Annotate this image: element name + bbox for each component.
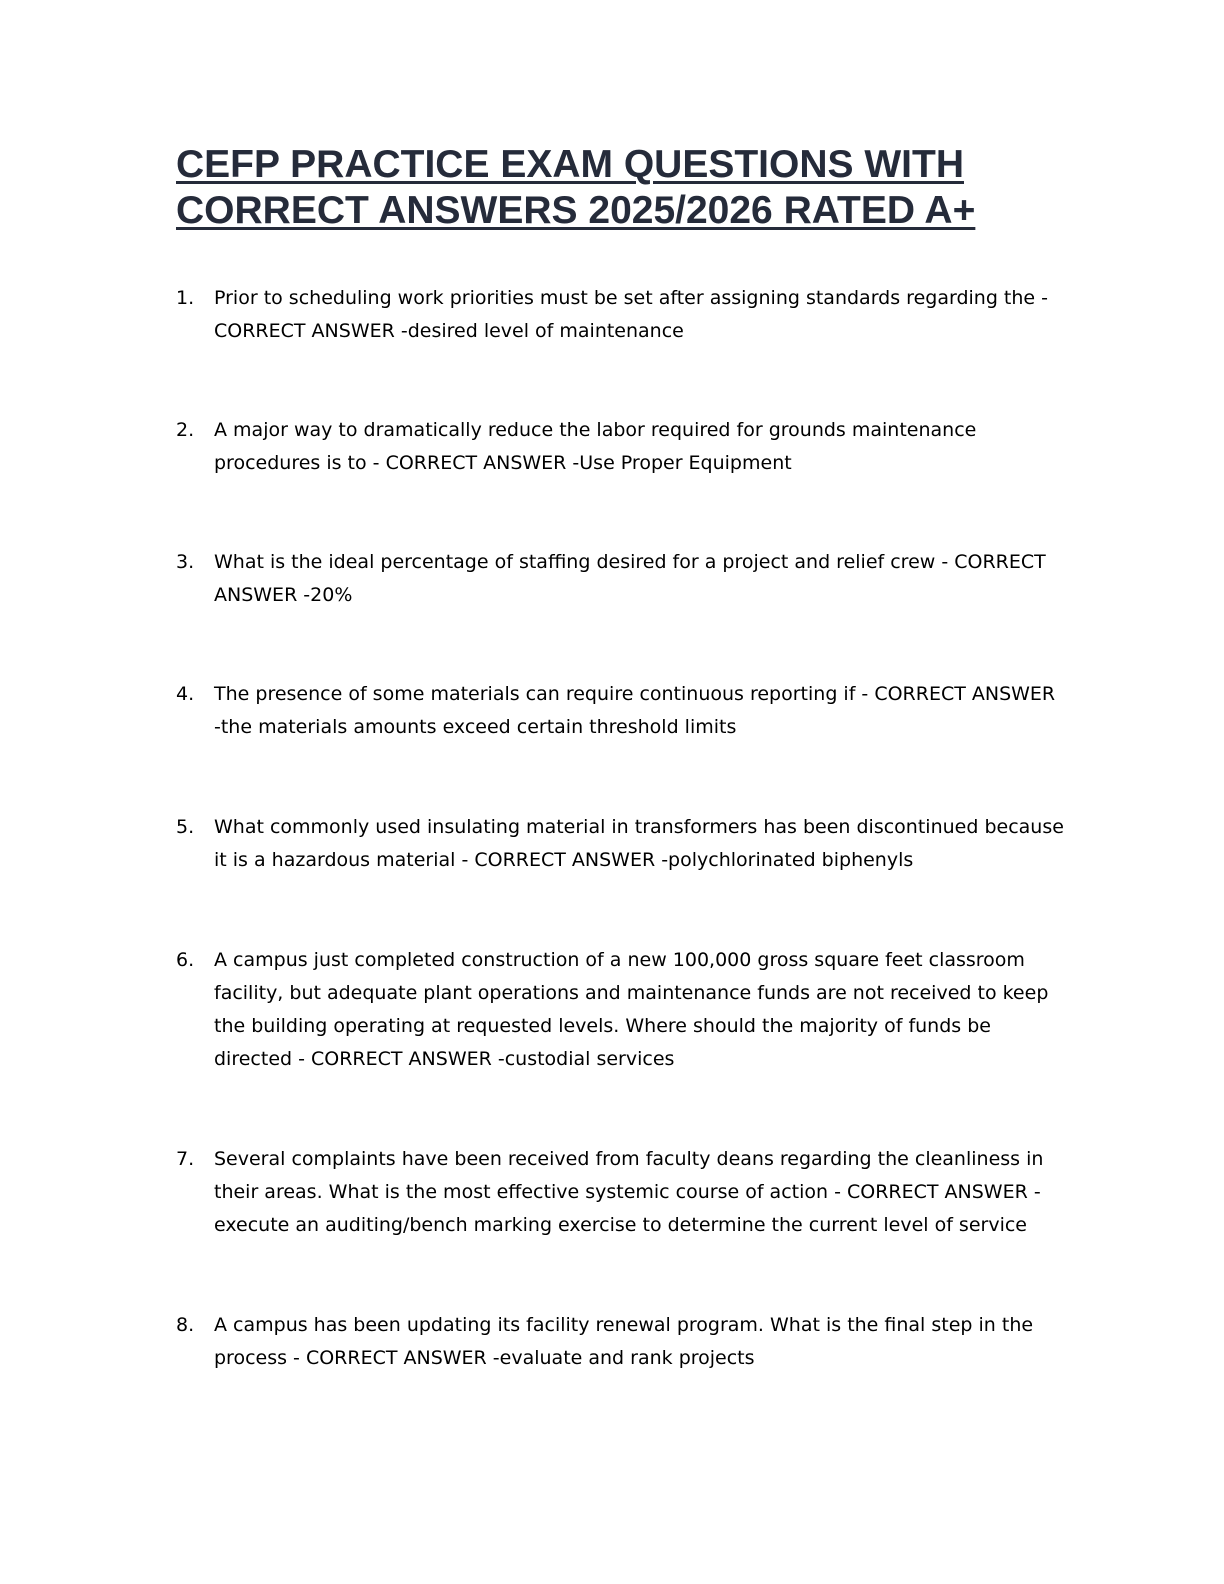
question-text [214, 811, 1076, 877]
question-line: the building operating at requested levels. Where should the majority of funds be [214, 1015, 991, 1037]
question-line: Several complaints have been received from faculty deans regarding the cleanliness in [214, 1148, 1044, 1170]
question-text [214, 546, 1076, 612]
question-text [214, 1143, 1076, 1242]
question-text [214, 678, 1076, 744]
question-text [214, 944, 1076, 1076]
question-line: CORRECT ANSWER -desired level of maintenance [214, 320, 684, 342]
question-line: execute an auditing/bench marking exercise to determine the current level of service [214, 1214, 1027, 1236]
question-number: 8. [176, 1314, 195, 1336]
question-number: 3. [176, 551, 195, 573]
question-text [214, 414, 1076, 480]
question-line: A campus just completed construction of a new 100,000 gross square feet classroom [214, 949, 1025, 971]
question-number: 5. [176, 816, 195, 838]
question-line: What is the ideal percentage of staffing desired for a project and relief crew - CORRECT [214, 551, 1046, 573]
question-number: 6. [176, 949, 195, 971]
question-line: The presence of some materials can require continuous reporting if - CORRECT ANSWER [214, 683, 1056, 705]
title-line-2: CORRECT ANSWERS 2025/2026 RATED A+ [176, 189, 976, 232]
question-number: 4. [176, 683, 195, 705]
question-text [214, 282, 1076, 348]
question-line: procedures is to - CORRECT ANSWER -Use Proper Equipment [214, 452, 792, 474]
question-line: What commonly used insulating material in transformers has been discontinued because [214, 816, 1064, 838]
title-line-1: CEFP PRACTICE EXAM QUESTIONS WITH [176, 143, 964, 186]
question-line: -the materials amounts exceed certain threshold limits [214, 716, 737, 738]
question-line: ANSWER -20% [214, 584, 353, 606]
question-line: A campus has been updating its facility renewal program. What is the final step in the [214, 1314, 1034, 1336]
question-number: 2. [176, 419, 195, 441]
question-line: process - CORRECT ANSWER -evaluate and rank projects [214, 1347, 755, 1369]
question-number: 1. [176, 287, 195, 309]
question-line: it is a hazardous material - CORRECT ANSWER -polychlorinated biphenyls [214, 849, 914, 871]
question-line: directed - CORRECT ANSWER -custodial services [214, 1048, 675, 1070]
question-line: facility, but adequate plant operations and maintenance funds are not received to keep [214, 982, 1049, 1004]
question-line: A major way to dramatically reduce the labor required for grounds maintenance [214, 419, 977, 441]
question-line: Prior to scheduling work priorities must be set after assigning standards regarding the - [214, 287, 1048, 309]
question-text [214, 1309, 1076, 1375]
question-line: their areas. What is the most effective systemic course of action - CORRECT ANSWER - [214, 1181, 1041, 1203]
question-number: 7. [176, 1148, 195, 1170]
page-title [176, 142, 996, 234]
